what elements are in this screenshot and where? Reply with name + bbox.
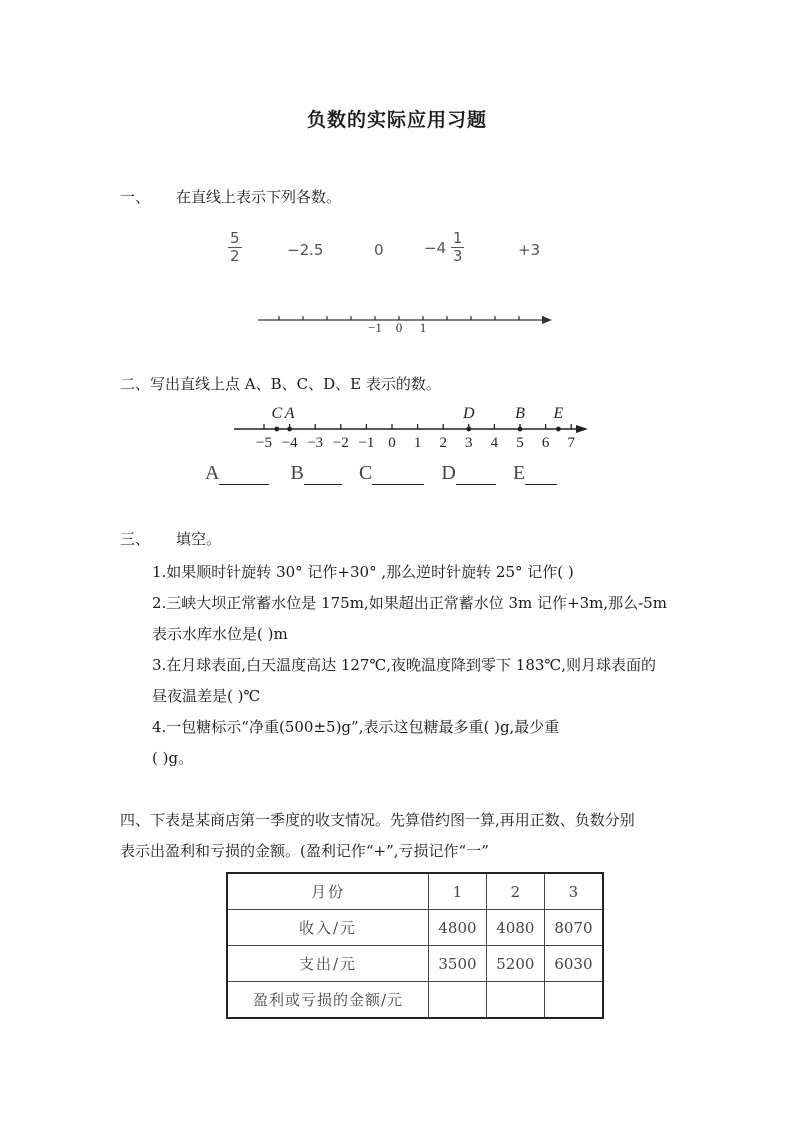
section4-prompt-line-1: 四、下表是某商店第一季度的收支情况。先算借约图一算,再用正数、负数分别 xyxy=(120,811,635,829)
answer-cell[interactable] xyxy=(544,982,603,1019)
arrow-head-icon xyxy=(576,425,588,433)
table-row xyxy=(227,910,603,946)
section3-prompt: 填空。 xyxy=(176,530,222,548)
point-a xyxy=(287,427,292,432)
table-row xyxy=(227,982,603,1019)
value-neg-4-one-third xyxy=(424,230,464,266)
axis-label: 1 xyxy=(419,320,427,335)
table-cell: 8070 xyxy=(544,910,603,946)
table-cell: 6030 xyxy=(544,946,603,982)
table-cell: 4800 xyxy=(429,910,487,946)
header-cell: 3 xyxy=(544,873,603,910)
question-4-line-2: ( )g。 xyxy=(152,749,194,767)
value-plus-3: +3 xyxy=(518,241,541,259)
answer-blank-a[interactable] xyxy=(219,464,269,485)
tick-label: −3 xyxy=(307,435,324,451)
axis-label: 0 xyxy=(395,320,403,335)
answer-blanks xyxy=(205,462,557,485)
value-neg-2-5: −2.5 xyxy=(287,241,324,259)
row-label: 收入/元 xyxy=(227,910,429,946)
point-e xyxy=(556,427,561,432)
tick-label: 4 xyxy=(490,435,499,451)
tick-label: 0 xyxy=(388,435,396,451)
answer-cell[interactable] xyxy=(429,982,487,1019)
axis-label: −1 xyxy=(368,320,382,335)
table-cell: 4080 xyxy=(486,910,544,946)
page-title: 负数的实际应用习题 xyxy=(306,109,487,131)
header-cell: 2 xyxy=(486,873,544,910)
table-cell: 3500 xyxy=(429,946,487,982)
table-row xyxy=(227,946,603,982)
blank-label-c: C xyxy=(358,462,373,484)
income-expense-table xyxy=(226,872,604,1019)
point-label-b: B xyxy=(515,405,525,422)
fraction-denominator: 3 xyxy=(452,247,463,266)
point-label-a: A xyxy=(284,405,295,422)
section2-prompt: 二、写出直线上点 A、B、C、D、E 表示的数。 xyxy=(120,375,441,393)
blank-label-a: A xyxy=(205,462,220,484)
row-label: 盈利或亏损的金额/元 xyxy=(227,982,429,1019)
header-cell: 1 xyxy=(429,873,487,910)
answer-blank-e[interactable] xyxy=(525,464,557,485)
number-line-1 xyxy=(250,305,560,345)
tick-label: −4 xyxy=(281,435,298,451)
tick-label: 2 xyxy=(439,435,447,451)
point-d xyxy=(466,427,471,432)
tick-label: 5 xyxy=(516,435,524,451)
tick-label: −1 xyxy=(358,435,375,451)
tick-label: −2 xyxy=(332,435,349,451)
section3-number: 三、 xyxy=(120,530,151,548)
point-label-c: C xyxy=(271,405,283,422)
section1-prompt: 在直线上表示下列各数。 xyxy=(176,188,342,206)
answer-blank-b[interactable] xyxy=(304,464,342,485)
question-4-line-1: 4.一包糖标示“净重(500±5)g”,表示这包糖最多重( )g,最少重 xyxy=(152,718,560,736)
tick-label: 7 xyxy=(567,435,575,451)
fraction-denominator: 2 xyxy=(230,247,240,266)
number-line-2 xyxy=(228,398,594,458)
question-3-line-2: 昼夜温差是( )℃ xyxy=(152,687,261,705)
point-c xyxy=(274,427,279,432)
fraction-numerator: 5 xyxy=(230,229,240,247)
value-five-halves xyxy=(228,230,242,266)
axis-marks xyxy=(256,405,575,451)
point-b xyxy=(518,427,523,432)
table-header-row xyxy=(227,873,603,910)
question-1: 1.如果顺时针旋转 30° 记作+30° ,那么逆时针旋转 25° 记作( ) xyxy=(152,563,574,581)
blank-label-d: D xyxy=(441,462,456,484)
tick-label: 3 xyxy=(465,435,473,451)
point-label-d: D xyxy=(463,405,475,422)
question-3-line-1: 3.在月球表面,白天温度高达 127℃,夜晚温度降到零下 183℃,则月球表面的 xyxy=(152,656,656,674)
mixed-whole: −4 xyxy=(424,238,447,257)
point-label-e: E xyxy=(553,405,564,422)
answer-blank-d[interactable] xyxy=(456,464,496,485)
question-2-line-2: 表示水库水位是( )m xyxy=(152,625,288,643)
fraction-numerator: 1 xyxy=(452,229,463,247)
table-cell: 5200 xyxy=(486,946,544,982)
tick-label: 6 xyxy=(541,435,550,451)
section1-number: 一、 xyxy=(120,188,151,206)
blank-label-e: E xyxy=(512,462,526,484)
answer-blank-c[interactable] xyxy=(372,464,424,485)
header-cell: 月份 xyxy=(227,873,429,910)
question-2-line-1: 2.三峡大坝正常蓄水位是 175m,如果超出正常蓄水位 3m 记作+3m,那么-5m xyxy=(152,594,667,612)
tick-label: −5 xyxy=(256,435,272,451)
tick-label: 1 xyxy=(413,435,422,451)
answer-cell[interactable] xyxy=(486,982,544,1019)
row-label: 支出/元 xyxy=(227,946,429,982)
section4-prompt-line-2: 表示出盈利和亏损的金额。(盈利记作“+”,亏损记作“一” xyxy=(120,842,489,860)
value-zero: 0 xyxy=(374,241,384,259)
blank-label-b: B xyxy=(290,462,304,484)
